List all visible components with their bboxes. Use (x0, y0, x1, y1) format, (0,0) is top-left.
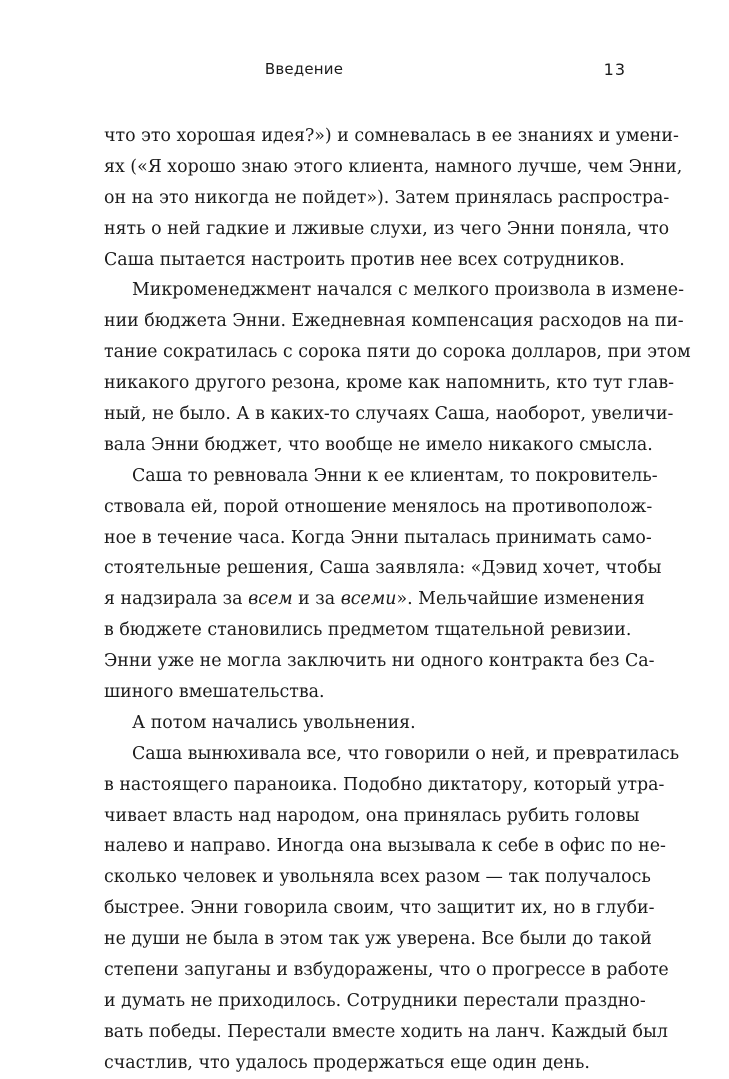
text-line: чивает власть над народом, она принялась рубить головы (104, 805, 640, 826)
text-line: сколько человек и увольняла всех разом — так получалось (104, 867, 651, 888)
text-run: ». Мельчайшие изменения (396, 589, 645, 610)
text-line: ное в течение часа. Когда Энни пыталась принимать само- (104, 527, 652, 548)
text-line: степени запуганы и взбудоражены, что о прогрессе в работе (104, 960, 669, 981)
text-line: не души не была в этом так уж уверена. Все были до такой (104, 929, 652, 950)
text-line: ях («Я хорошо знаю этого клиента, намного лучше, чем Энни, (104, 156, 683, 177)
text-line-with-emphasis (104, 584, 645, 615)
text-line: шиного вмешательства. (104, 682, 325, 703)
emphasis-word: всем (248, 589, 293, 610)
page-number: 13 (603, 60, 626, 79)
body-text (104, 121, 691, 1079)
text-line: Саша пытается настроить против нее всех сотрудников. (104, 249, 625, 270)
section-title: Введение (264, 60, 344, 78)
paragraph-first-line: Саша вынюхивала все, что говорили о ней, и превратилась (132, 743, 680, 764)
paragraph-first-line: Саша то ревновала Энни к ее клиентам, то покровитель- (132, 465, 658, 486)
text-line: ный, не было. А в каких-то случаях Саша, наоборот, увеличи- (104, 404, 674, 425)
paragraph-first-line: А потом начались увольнения. (132, 712, 416, 733)
text-line: быстрее. Энни говорила своим, что защитит их, но в глуби- (104, 898, 655, 919)
text-line: вала Энни бюджет, что вообще не имело никакого смысла. (104, 434, 653, 455)
running-header (104, 60, 626, 84)
text-line: тание сократилась с сорока пяти до сорока долларов, при этом (104, 342, 691, 363)
text-line: стоятельные решения, Саша заявляла: «Дэвид хочет, чтобы (104, 558, 662, 579)
paragraph-first-line: Микроменеджмент начался с мелкого произвола в изменe- (132, 280, 684, 301)
text-line: никакого другого резона, кроме как напомнить, кто тут глав- (104, 373, 675, 394)
text-line: нять о ней гадкие и лживые слухи, из чего Энни поняла, что (104, 218, 670, 239)
text-line: нии бюджета Энни. Ежедневная компенсация расходов на пи- (104, 311, 684, 332)
text-line: в настоящего параноика. Подобно диктатору, который утра- (104, 774, 665, 795)
text-line: ствовала ей, порой отношение менялось на противополож- (104, 496, 653, 517)
emphasis-word: всеми (340, 589, 397, 610)
text-run: и за (292, 589, 341, 610)
text-line: в бюджете становились предметом тщательной ревизии. (104, 620, 632, 641)
text-line: что это хорошая идея?») и сомневалась в ее знаниях и умени- (104, 126, 679, 146)
text-line: налево и направо. Иногда она вызывала к себе в офис по не- (104, 836, 666, 857)
text-line: вать победы. Перестали вместе ходить на ланч. Каждый был (104, 1021, 668, 1042)
text-run: я надзирала за (104, 589, 249, 610)
text-line: счастлив, что удалось продержаться еще один день. (104, 1052, 590, 1073)
text-line: Энни уже не могла заключить ни одного контракта без Са- (104, 651, 655, 672)
text-line: он на это никогда не пойдет»). Затем принялась распростра- (104, 187, 670, 208)
text-line: и думать не приходилось. Сотрудники перестали праздно- (104, 990, 646, 1011)
